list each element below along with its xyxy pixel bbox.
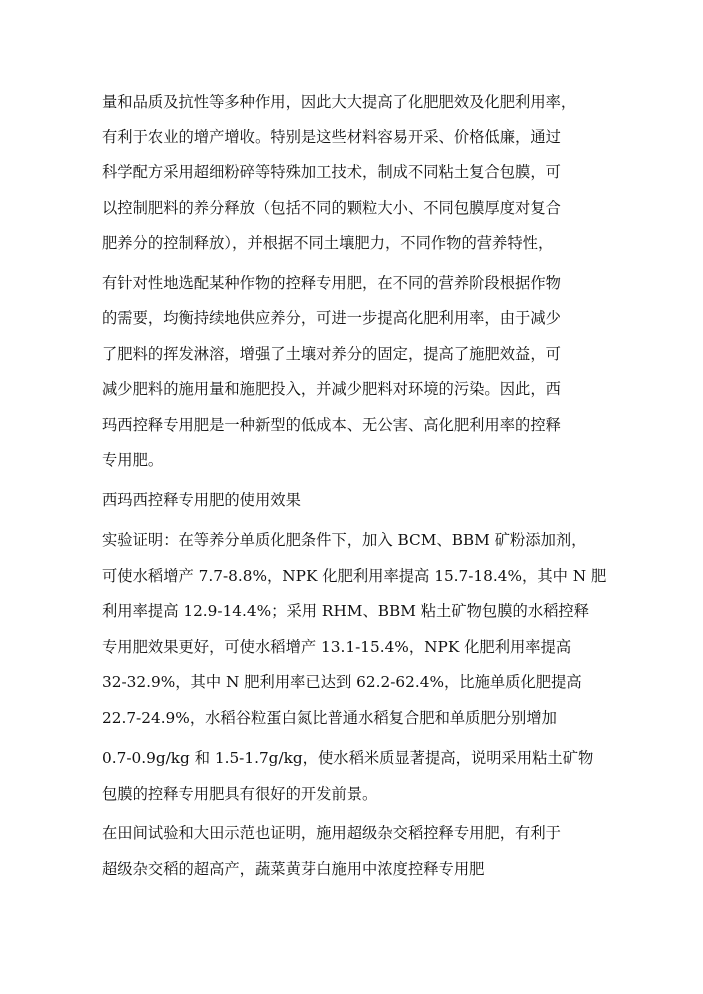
text-line-21: 在田间试验和大田示范也证明，施用超级杂交稻控释专用肥，有利于	[102, 824, 561, 842]
text-line-18: 22.7-24.9%，水稻谷粒蛋白氮比普通水稻复合肥和单质肥分别增加	[102, 709, 557, 727]
text-line-15: 利用率提高 12.9-14.4%；采用 RHM、BBM 粘土矿物包膜的水稻控释	[102, 602, 590, 620]
text-line-2: 有利于农业的增产增收。特别是这些材料容易开采、价格低廉，通过	[102, 128, 561, 146]
text-line-7: 的需要，均衡持续地供应养分，可进一步提高化肥利用率，由于减少	[102, 309, 561, 327]
text-line-4: 以控制肥料的养分释放（包括不同的颗粒大小、不同包膜厚度对复合	[102, 199, 561, 217]
text-line-5: 肥养分的控制释放），并根据不同土壤肥力，不同作物的营养特性，	[102, 234, 554, 252]
text-line-8: 了肥料的挥发淋溶，增强了土壤对养分的固定，提高了施肥效益，可	[102, 345, 561, 363]
text-line-13: 实验证明：在等养分单质化肥条件下，加入 BCM、BBM 矿粉添加剂，	[102, 531, 587, 549]
text-line-20: 包膜的控释专用肥具有很好的开发前景。	[102, 785, 378, 803]
text-line-17: 32-32.9%，其中 N 肥利用率已达到 62.2-62.4%，比施单质化肥提高	[102, 673, 582, 691]
text-line-6: 有针对性地选配某种作物的控释专用肥，在不同的营养阶段根据作物	[102, 274, 561, 292]
text-line-3: 科学配方采用超细粉碎等特殊加工技术，制成不同粘土复合包膜，可	[102, 163, 561, 181]
text-line-9: 减少肥料的施用量和施肥投入，并减少肥料对环境的污染。因此，西	[102, 380, 561, 398]
text-line-14: 可使水稻增产 7.7-8.8%，NPK 化肥利用率提高 15.7-18.4%，其中 N 肥	[102, 567, 607, 585]
section-heading: 西玛西控释专用肥的使用效果	[102, 491, 301, 509]
text-line-19: 0.7-0.9g/kg 和 1.5-1.7g/kg，使水稻米质显著提高，说明采用粘土矿物	[102, 749, 594, 767]
text-line-10: 玛西控释专用肥是一种新型的低成本、无公害、高化肥利用率的控释	[102, 416, 561, 434]
text-line-1: 量和品质及抗性等多种作用，因此大大提高了化肥肥效及化肥利用率，	[102, 93, 577, 111]
text-line-11: 专用肥。	[102, 451, 164, 469]
text-line-22: 超级杂交稻的超高产，蔬菜黄芽白施用中浓度控释专用肥	[102, 860, 485, 878]
text-line-16: 专用肥效果更好，可使水稻增产 13.1-15.4%，NPK 化肥利用率提高	[102, 638, 572, 656]
